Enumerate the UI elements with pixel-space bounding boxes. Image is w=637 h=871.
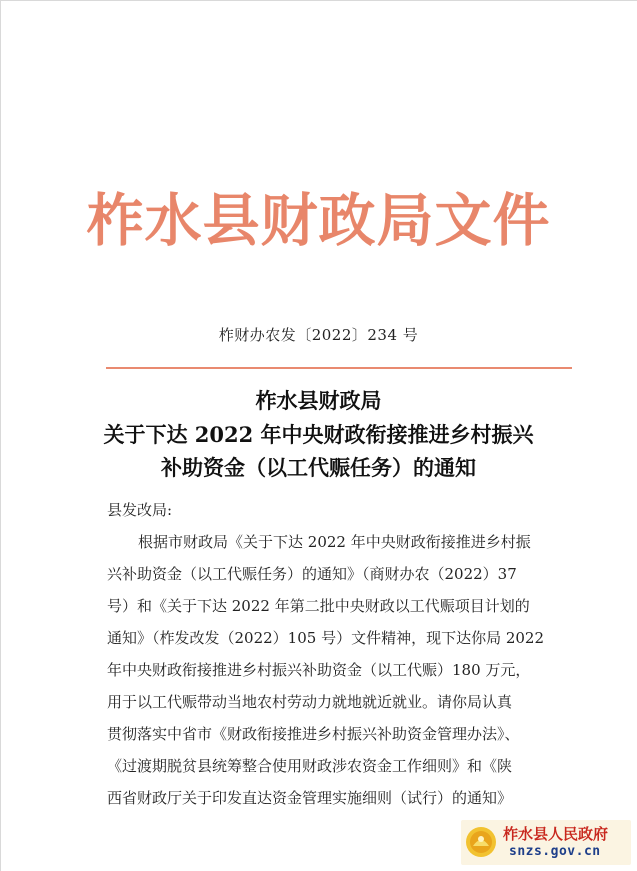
red-separator-line bbox=[106, 367, 572, 369]
salutation: 县发改局: bbox=[107, 501, 173, 519]
document-number: 柞财办农发〔2022〕234 号 bbox=[218, 326, 419, 344]
body-line: 通知》（柞发改发（2022）105 号）文件精神，现下达你局 2022 bbox=[107, 629, 545, 647]
notice-title-line: 关于下达 2022 年中央财政衔接推进乡村振兴 bbox=[103, 422, 534, 447]
page-border bbox=[0, 0, 637, 1]
body-line: 根据市财政局《关于下达 2022 年中央财政衔接推进乡村振 bbox=[138, 533, 531, 551]
emblem-icon bbox=[465, 826, 497, 858]
notice-issuer: 柞水县财政局 bbox=[255, 388, 382, 413]
body-line: 用于以工代赈带动当地农村劳动力就地就近就业。请你局认真 bbox=[107, 693, 513, 711]
body-line: 贯彻落实中省市《财政衔接推进乡村振兴补助资金管理办法》、 bbox=[107, 725, 520, 743]
document-header-title: 柞水县财政局文件 bbox=[86, 188, 551, 254]
site-watermark bbox=[461, 820, 631, 865]
watermark-site-name: 柞水县人民政府 bbox=[503, 825, 609, 843]
watermark-site-url: snzs.gov.cn bbox=[509, 844, 601, 859]
body-line: 号）和《关于下达 2022 年第二批中央财政以工代赈项目计划的 bbox=[107, 597, 530, 615]
body-line: 《过渡期脱贫县统筹整合使用财政涉农资金工作细则》和《陕 bbox=[107, 757, 513, 775]
body-line: 西省财政厅关于印发直达资金管理实施细则（试行）的通知》 bbox=[107, 789, 513, 807]
body-line: 年中央财政衔接推进乡村振兴补助资金（以工代赈）180 万元， bbox=[107, 661, 531, 679]
notice-title-line: 补助资金（以工代赈任务）的通知 bbox=[161, 455, 476, 480]
body-line: 兴补助资金（以工代赈任务）的通知》（商财办农（2022）37 bbox=[107, 565, 517, 583]
